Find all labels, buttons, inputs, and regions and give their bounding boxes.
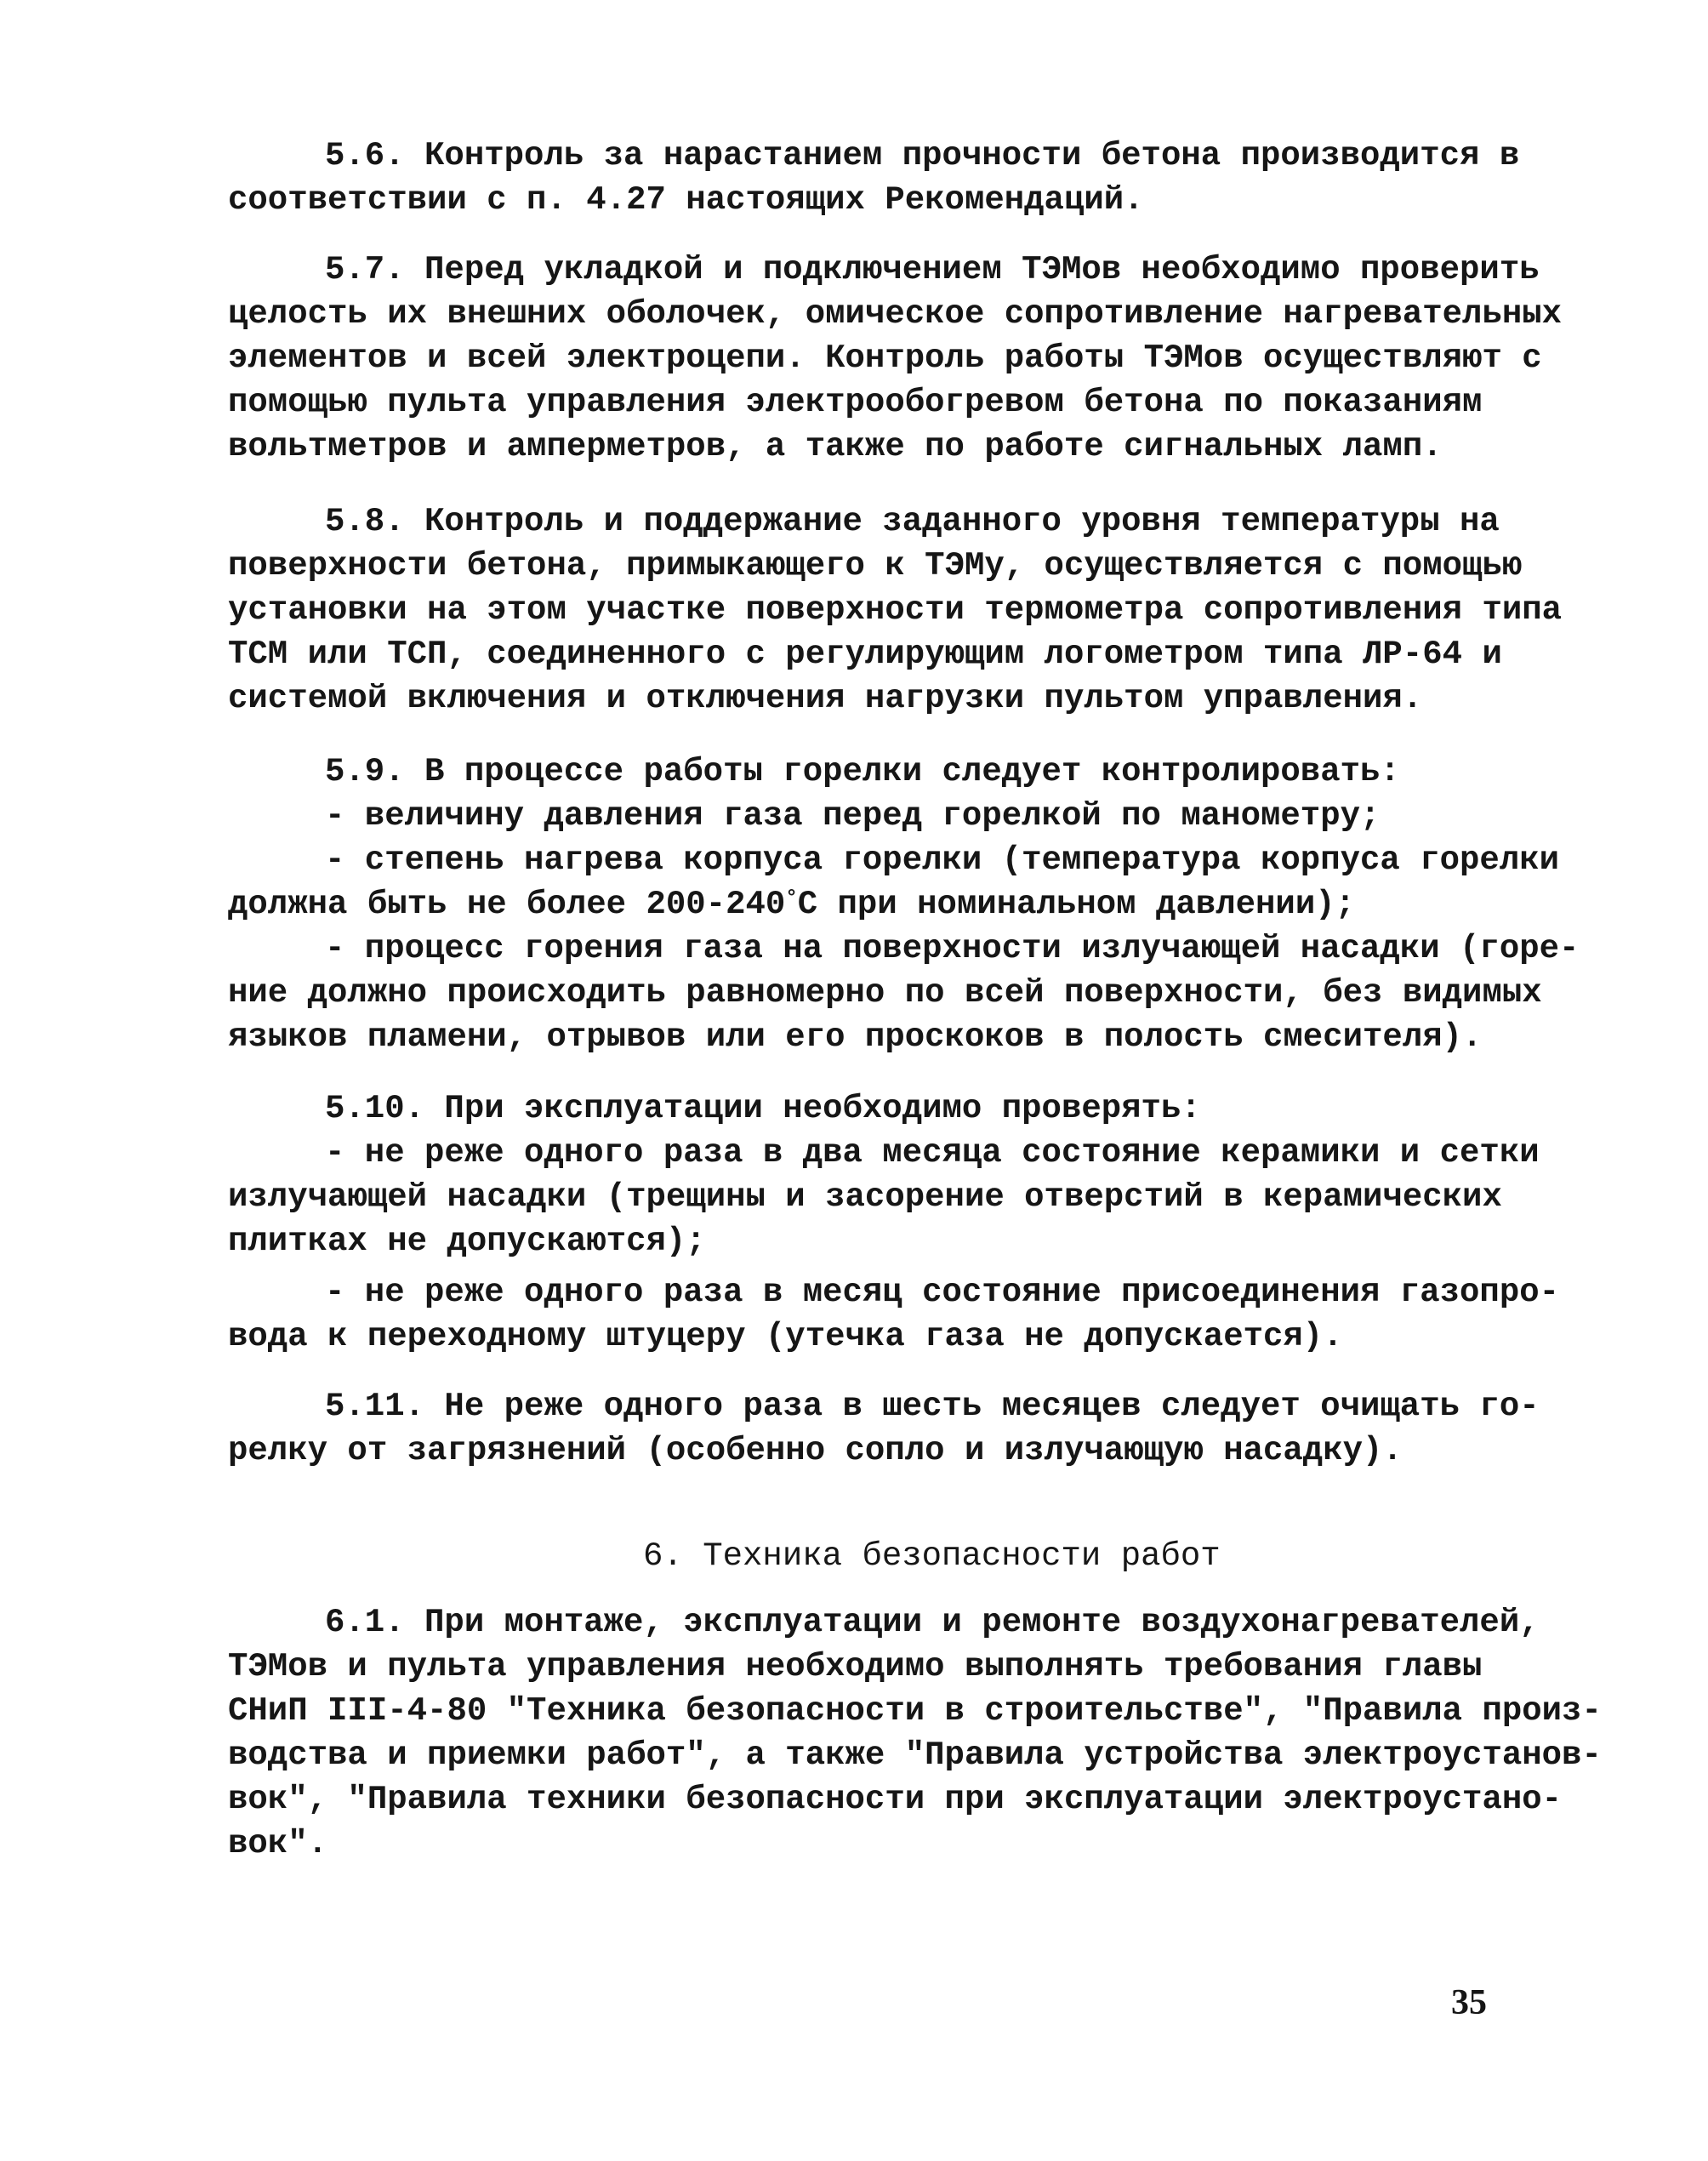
- text-segment: С при номинальном давлении);: [797, 886, 1356, 923]
- text-line: СНиП III-4-80 "Техника безопасности в строительстве", "Правила произ-: [228, 1692, 1602, 1730]
- text-line: вок".: [228, 1825, 328, 1862]
- page-number: 35: [1451, 1983, 1487, 2022]
- text-line: вольтметров и амперметров, а также по работе сигнальных ламп.: [228, 428, 1443, 465]
- section-heading: 6. Техника безопасности работ: [643, 1537, 1221, 1575]
- text-line: 5.7. Перед укладкой и подключением ТЭМов необходимо проверить: [325, 251, 1540, 288]
- text-line: 5.9. В процессе работы горелки следует контролировать:: [325, 753, 1400, 790]
- text-line: - величину давления газа перед горелкой по манометру;: [325, 797, 1381, 835]
- text-line: - не реже одного раза в месяц состояние присоединения газопро-: [325, 1274, 1560, 1311]
- text-line: установки на этом участке поверхности термометра сопротивления типа: [228, 591, 1563, 629]
- text-line: целость их внешних оболочек, омическое сопротивление нагревательных: [228, 295, 1563, 333]
- degree-superscript: °: [785, 887, 798, 910]
- text-line: водства и приемки работ", а также "Правила устройства электроустанов-: [228, 1736, 1602, 1774]
- text-line: помощью пульта управления электрообогревом бетона по показаниям: [228, 384, 1483, 421]
- text-line: языков пламени, отрывов или его проскоков в полость смесителя).: [228, 1018, 1483, 1056]
- text-segment: должна быть не более 200-240: [228, 886, 786, 923]
- text-line: 5.11. Не реже одного раза в шесть месяцев следует очищать го-: [325, 1388, 1540, 1425]
- text-line: плитках не допускаются);: [228, 1223, 706, 1260]
- text-line: - процесс горения газа на поверхности излучающей насадки (горе-: [325, 930, 1580, 967]
- text-line: ТСМ или ТСП, соединенного с регулирующим логометром типа ЛР-64 и: [228, 636, 1502, 673]
- text-line: [228, 885, 1355, 924]
- text-line: 5.10. При эксплуатации необходимо проверять:: [325, 1090, 1201, 1127]
- text-line: 5.8. Контроль и поддержание заданного уровня температуры на: [325, 503, 1500, 540]
- text-line: вок", "Правила техники безопасности при эксплуатации электроустано-: [228, 1781, 1563, 1818]
- text-line: вода к переходному штуцеру (утечка газа не допускается).: [228, 1318, 1343, 1355]
- text-line: - не реже одного раза в два месяца состояние керамики и сетки: [325, 1134, 1540, 1172]
- text-line: 5.6. Контроль за нарастанием прочности бетона производится в: [325, 137, 1520, 174]
- text-line: релку от загрязнений (особенно сопло и излучающую насадку).: [228, 1432, 1403, 1469]
- text-line: системой включения и отключения нагрузки пультом управления.: [228, 680, 1423, 717]
- text-line: элементов и всей электроцепи. Контроль работы ТЭМов осуществляют с: [228, 339, 1542, 377]
- text-line: излучающей насадки (трещины и засорение отверстий в керамических: [228, 1178, 1502, 1216]
- text-line: ние должно происходить равномерно по всей поверхности, без видимых: [228, 974, 1542, 1012]
- text-line: соответствии с п. 4.27 настоящих Рекомендаций.: [228, 181, 1144, 219]
- text-line: ТЭМов и пульта управления необходимо выполнять требования главы: [228, 1648, 1483, 1685]
- text-line: поверхности бетона, примыкающего к ТЭМу, осуществляется с помощью: [228, 547, 1523, 584]
- text-line: 6.1. При монтаже, эксплуатации и ремонте воздухонагревателей,: [325, 1604, 1540, 1641]
- text-line: - степень нагрева корпуса горелки (температура корпуса горелки: [325, 841, 1560, 879]
